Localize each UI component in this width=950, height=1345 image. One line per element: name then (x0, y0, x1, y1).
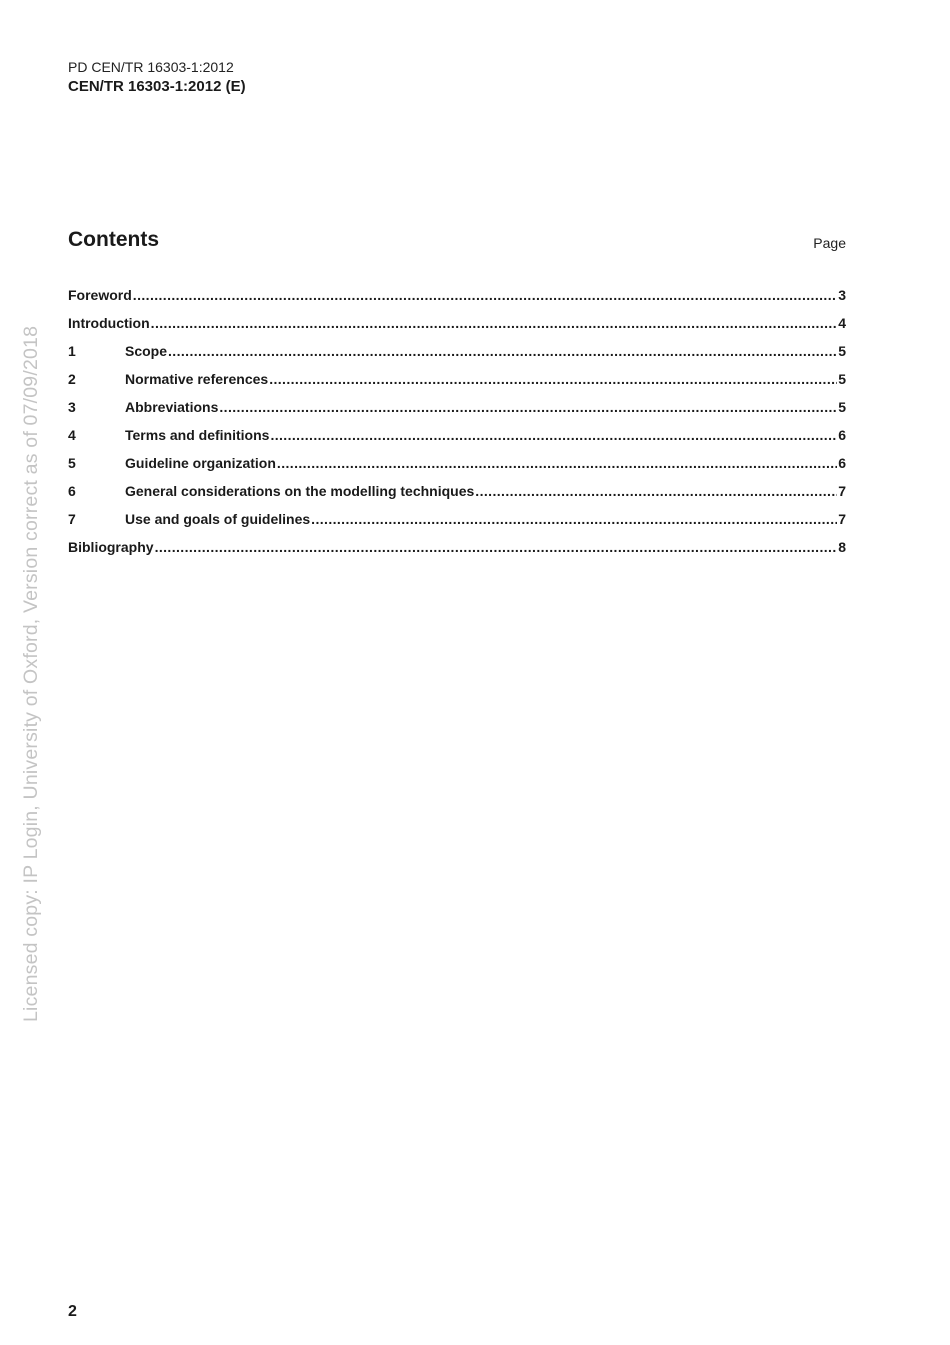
toc-entry-page: 5 (838, 343, 846, 359)
toc-entry-title: Foreword (68, 287, 132, 303)
toc-entry-page: 6 (838, 455, 846, 471)
page-column-label: Page (813, 235, 846, 251)
page-number: 2 (68, 1303, 77, 1320)
toc-entry-page: 5 (838, 399, 846, 415)
toc-entry-number: 6 (68, 483, 76, 499)
toc-entry-number: 1 (68, 343, 76, 359)
toc-entry-number: 4 (68, 427, 76, 443)
toc-entry-title: Normative references (125, 371, 269, 387)
toc-entry-scope[interactable] (68, 343, 846, 371)
toc-entry-terms-and-definitions[interactable] (68, 427, 846, 455)
toc-leader-dots (270, 427, 837, 443)
toc-entry-title: Guideline organization (125, 455, 276, 471)
toc-leader-dots (311, 511, 837, 527)
toc-entry-title: General considerations on the modelling techniques (125, 483, 475, 499)
toc-entry-introduction[interactable] (68, 315, 846, 343)
toc-leader-dots (219, 399, 837, 415)
document-id-cen: CEN/TR 16303-1:2012 (E) (68, 78, 246, 95)
toc-entry-title: Abbreviations (125, 399, 219, 415)
toc-entry-title: Terms and definitions (125, 427, 270, 443)
contents-title: Contents (68, 228, 159, 251)
toc-entry-number: 2 (68, 371, 76, 387)
toc-entry-guideline-organization[interactable] (68, 455, 846, 483)
toc-entry-page: 7 (838, 483, 846, 499)
toc-entry-title: Scope (125, 343, 168, 359)
contents-header (68, 228, 846, 258)
toc-entry-use-and-goals[interactable] (68, 511, 846, 539)
toc-entry-foreword[interactable] (68, 287, 846, 315)
toc-entry-page: 7 (838, 511, 846, 527)
table-of-contents (68, 287, 846, 567)
license-watermark: Licensed copy: IP Login, University of Oxford, Version correct as of 07/09/2018 (20, 325, 42, 1022)
toc-leader-dots (475, 483, 837, 499)
toc-leader-dots (133, 287, 837, 303)
toc-entry-title: Introduction (68, 315, 150, 331)
toc-entry-general-considerations[interactable] (68, 483, 846, 511)
toc-entry-page: 6 (838, 427, 846, 443)
toc-entry-bibliography[interactable] (68, 539, 846, 567)
toc-entry-page: 8 (838, 539, 846, 555)
toc-entry-abbreviations[interactable] (68, 399, 846, 427)
toc-entry-title: Bibliography (68, 539, 154, 555)
toc-entry-number: 7 (68, 511, 76, 527)
toc-entry-title: Use and goals of guidelines (125, 511, 311, 527)
toc-entry-normative-references[interactable] (68, 371, 846, 399)
toc-entry-number: 3 (68, 399, 76, 415)
toc-entry-number: 5 (68, 455, 76, 471)
toc-entry-page: 4 (838, 315, 846, 331)
toc-leader-dots (168, 343, 837, 359)
toc-entry-page: 5 (838, 371, 846, 387)
toc-leader-dots (155, 539, 838, 555)
toc-leader-dots (269, 371, 837, 387)
toc-leader-dots (277, 455, 837, 471)
document-id-pd: PD CEN/TR 16303-1:2012 (68, 59, 234, 75)
toc-leader-dots (151, 315, 838, 331)
document-header (68, 57, 246, 97)
toc-entry-page: 3 (838, 287, 846, 303)
